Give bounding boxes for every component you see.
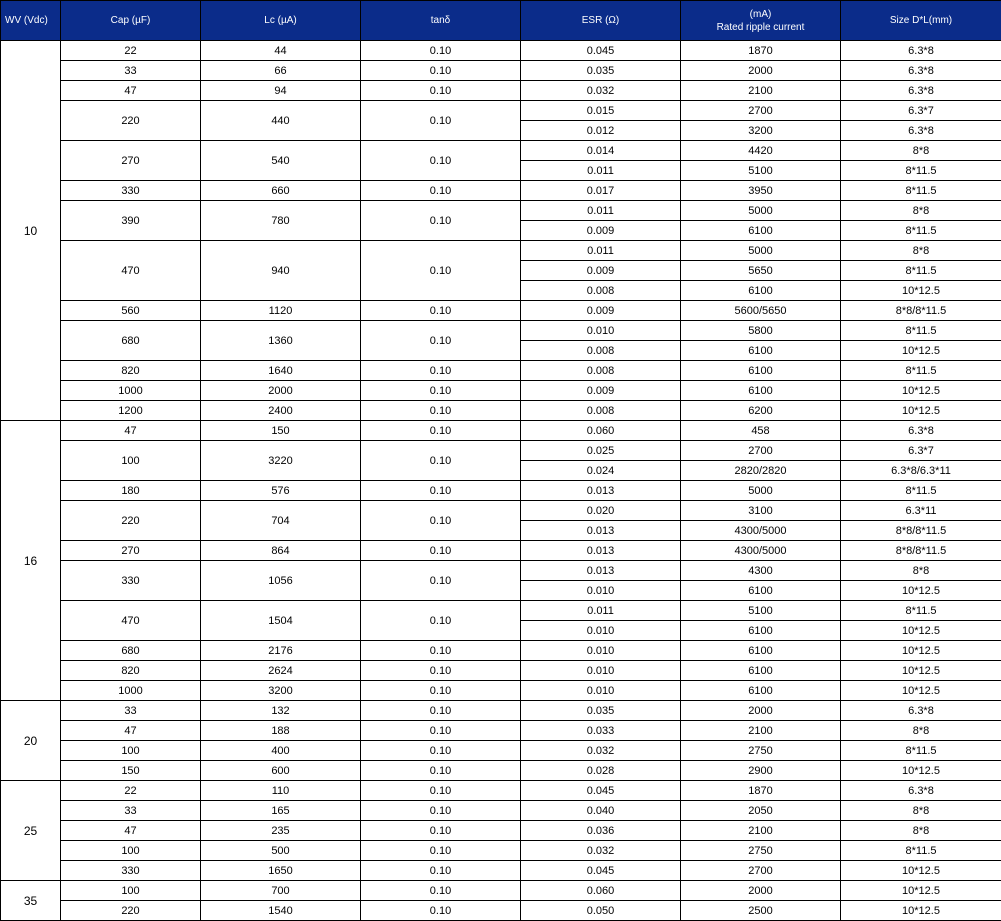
cap-cell: 330 [61, 181, 201, 201]
size-cell: 10*12.5 [841, 641, 1001, 661]
ripple-cell: 458 [681, 421, 841, 441]
table-row [1, 301, 1001, 321]
table-row [1, 601, 1001, 621]
table-row [1, 501, 1001, 521]
lc-cell: 94 [201, 81, 361, 101]
esr-cell: 0.024 [521, 461, 681, 481]
ripple-cell: 6100 [681, 361, 841, 381]
esr-cell: 0.035 [521, 61, 681, 81]
tan-cell: 0.10 [361, 381, 521, 401]
esr-cell: 0.035 [521, 701, 681, 721]
lc-cell: 576 [201, 481, 361, 501]
table-header [1, 1, 1001, 41]
size-cell: 8*8 [841, 721, 1001, 741]
cap-cell: 220 [61, 101, 201, 141]
table-row [1, 641, 1001, 661]
lc-cell: 44 [201, 41, 361, 61]
ripple-cell: 2100 [681, 721, 841, 741]
cap-cell: 330 [61, 561, 201, 601]
lc-cell: 600 [201, 761, 361, 781]
table-row [1, 481, 1001, 501]
size-cell: 8*11.5 [841, 261, 1001, 281]
ripple-cell: 6100 [681, 681, 841, 701]
cap-cell: 330 [61, 861, 201, 881]
table-row [1, 661, 1001, 681]
tan-cell: 0.10 [361, 181, 521, 201]
tan-cell: 0.10 [361, 701, 521, 721]
size-cell: 8*8 [841, 561, 1001, 581]
tan-cell: 0.10 [361, 201, 521, 241]
lc-cell: 1640 [201, 361, 361, 381]
esr-cell: 0.009 [521, 221, 681, 241]
esr-cell: 0.011 [521, 161, 681, 181]
header-row [1, 1, 1001, 41]
size-cell: 8*11.5 [841, 221, 1001, 241]
tan-cell: 0.10 [361, 781, 521, 801]
cap-cell: 22 [61, 41, 201, 61]
esr-cell: 0.011 [521, 201, 681, 221]
wv-cell: 20 [1, 701, 61, 781]
cap-cell: 150 [61, 761, 201, 781]
esr-cell: 0.028 [521, 761, 681, 781]
size-cell: 6.3*7 [841, 101, 1001, 121]
header-lc: Lc (µA) [201, 1, 361, 41]
tan-cell: 0.10 [361, 741, 521, 761]
size-cell: 6.3*8 [841, 421, 1001, 441]
lc-cell: 1056 [201, 561, 361, 601]
size-cell: 10*12.5 [841, 901, 1001, 921]
esr-cell: 0.015 [521, 101, 681, 121]
esr-cell: 0.013 [521, 561, 681, 581]
lc-cell: 660 [201, 181, 361, 201]
esr-cell: 0.009 [521, 381, 681, 401]
lc-cell: 1540 [201, 901, 361, 921]
table-row [1, 841, 1001, 861]
table-row [1, 41, 1001, 61]
ripple-cell: 1870 [681, 41, 841, 61]
esr-cell: 0.045 [521, 861, 681, 881]
tan-cell: 0.10 [361, 481, 521, 501]
tan-cell: 0.10 [361, 61, 521, 81]
wv-cell: 16 [1, 421, 61, 701]
lc-cell: 440 [201, 101, 361, 141]
size-cell: 10*12.5 [841, 761, 1001, 781]
ripple-cell: 2100 [681, 81, 841, 101]
ripple-cell: 5000 [681, 481, 841, 501]
size-cell: 10*12.5 [841, 661, 1001, 681]
cap-cell: 47 [61, 421, 201, 441]
size-cell: 10*12.5 [841, 881, 1001, 901]
size-cell: 6.3*8 [841, 81, 1001, 101]
cap-cell: 390 [61, 201, 201, 241]
ripple-cell: 6100 [681, 621, 841, 641]
tan-cell: 0.10 [361, 501, 521, 541]
ripple-cell: 5000 [681, 241, 841, 261]
ripple-cell: 3100 [681, 501, 841, 521]
lc-cell: 940 [201, 241, 361, 301]
tan-cell: 0.10 [361, 881, 521, 901]
esr-cell: 0.033 [521, 721, 681, 741]
cap-cell: 22 [61, 781, 201, 801]
lc-cell: 235 [201, 821, 361, 841]
size-cell: 8*8/8*11.5 [841, 521, 1001, 541]
table-row [1, 61, 1001, 81]
tan-cell: 0.10 [361, 541, 521, 561]
ripple-cell: 2700 [681, 861, 841, 881]
ripple-cell: 2100 [681, 821, 841, 841]
lc-cell: 3220 [201, 441, 361, 481]
table-row [1, 241, 1001, 261]
table-row [1, 101, 1001, 121]
size-cell: 8*11.5 [841, 181, 1001, 201]
esr-cell: 0.010 [521, 641, 681, 661]
cap-cell: 1200 [61, 401, 201, 421]
table-row [1, 881, 1001, 901]
size-cell: 8*8/8*11.5 [841, 301, 1001, 321]
cap-cell: 470 [61, 601, 201, 641]
size-cell: 8*11.5 [841, 841, 1001, 861]
ripple-cell: 4300 [681, 561, 841, 581]
ripple-cell: 2000 [681, 61, 841, 81]
esr-cell: 0.032 [521, 81, 681, 101]
esr-cell: 0.060 [521, 421, 681, 441]
cap-cell: 220 [61, 501, 201, 541]
size-cell: 8*11.5 [841, 741, 1001, 761]
tan-cell: 0.10 [361, 41, 521, 61]
esr-cell: 0.013 [521, 541, 681, 561]
esr-cell: 0.008 [521, 361, 681, 381]
lc-cell: 110 [201, 781, 361, 801]
ripple-cell: 2750 [681, 841, 841, 861]
ripple-cell: 2700 [681, 441, 841, 461]
tan-cell: 0.10 [361, 321, 521, 361]
header-wv: WV (Vdc) [1, 1, 61, 41]
size-cell: 8*8 [841, 801, 1001, 821]
cap-cell: 680 [61, 641, 201, 661]
size-cell: 6.3*8 [841, 61, 1001, 81]
wv-cell: 10 [1, 41, 61, 421]
tan-cell: 0.10 [361, 761, 521, 781]
wv-cell: 25 [1, 781, 61, 881]
lc-cell: 1120 [201, 301, 361, 321]
ripple-cell: 5800 [681, 321, 841, 341]
size-cell: 10*12.5 [841, 681, 1001, 701]
esr-cell: 0.045 [521, 41, 681, 61]
ripple-cell: 3950 [681, 181, 841, 201]
table-row [1, 561, 1001, 581]
lc-cell: 188 [201, 721, 361, 741]
tan-cell: 0.10 [361, 101, 521, 141]
ripple-cell: 6200 [681, 401, 841, 421]
header-ripple-unit: (mA) [749, 8, 772, 20]
ripple-cell: 3200 [681, 121, 841, 141]
cap-cell: 270 [61, 541, 201, 561]
esr-cell: 0.010 [521, 581, 681, 601]
tan-cell: 0.10 [361, 421, 521, 441]
esr-cell: 0.060 [521, 881, 681, 901]
ripple-cell: 5600/5650 [681, 301, 841, 321]
header-esr: ESR (Ω) [521, 1, 681, 41]
ripple-cell: 6100 [681, 281, 841, 301]
size-cell: 8*11.5 [841, 321, 1001, 341]
ripple-cell: 6100 [681, 641, 841, 661]
lc-cell: 1360 [201, 321, 361, 361]
lc-cell: 864 [201, 541, 361, 561]
size-cell: 8*11.5 [841, 161, 1001, 181]
tan-cell: 0.10 [361, 441, 521, 481]
size-cell: 6.3*11 [841, 501, 1001, 521]
tan-cell: 0.10 [361, 81, 521, 101]
header-ripple-label: Rated ripple current [716, 21, 805, 33]
esr-cell: 0.008 [521, 281, 681, 301]
size-cell: 8*8 [841, 141, 1001, 161]
cap-cell: 47 [61, 821, 201, 841]
esr-cell: 0.045 [521, 781, 681, 801]
table-row [1, 701, 1001, 721]
cap-cell: 270 [61, 141, 201, 181]
tan-cell: 0.10 [361, 801, 521, 821]
cap-cell: 33 [61, 801, 201, 821]
esr-cell: 0.017 [521, 181, 681, 201]
ripple-cell: 2000 [681, 701, 841, 721]
cap-cell: 47 [61, 81, 201, 101]
tan-cell: 0.10 [361, 641, 521, 661]
ripple-cell: 2820/2820 [681, 461, 841, 481]
size-cell: 6.3*8/6.3*11 [841, 461, 1001, 481]
tan-cell: 0.10 [361, 301, 521, 321]
cap-cell: 820 [61, 361, 201, 381]
esr-cell: 0.010 [521, 661, 681, 681]
tan-cell: 0.10 [361, 861, 521, 881]
esr-cell: 0.036 [521, 821, 681, 841]
cap-cell: 560 [61, 301, 201, 321]
esr-cell: 0.040 [521, 801, 681, 821]
ripple-cell: 6100 [681, 221, 841, 241]
table-row [1, 361, 1001, 381]
lc-cell: 132 [201, 701, 361, 721]
tan-cell: 0.10 [361, 241, 521, 301]
cap-cell: 180 [61, 481, 201, 501]
cap-cell: 100 [61, 441, 201, 481]
header-tan: tanδ [361, 1, 521, 41]
lc-cell: 780 [201, 201, 361, 241]
table-row [1, 821, 1001, 841]
cap-cell: 100 [61, 841, 201, 861]
tan-cell: 0.10 [361, 141, 521, 181]
ripple-cell: 5100 [681, 161, 841, 181]
cap-cell: 100 [61, 881, 201, 901]
table-row [1, 901, 1001, 921]
lc-cell: 2000 [201, 381, 361, 401]
table-row [1, 761, 1001, 781]
cap-cell: 33 [61, 701, 201, 721]
esr-cell: 0.009 [521, 301, 681, 321]
tan-cell: 0.10 [361, 601, 521, 641]
tan-cell: 0.10 [361, 721, 521, 741]
esr-cell: 0.014 [521, 141, 681, 161]
lc-cell: 165 [201, 801, 361, 821]
size-cell: 6.3*7 [841, 441, 1001, 461]
header-ripple [681, 1, 841, 41]
size-cell: 6.3*8 [841, 121, 1001, 141]
size-cell: 10*12.5 [841, 381, 1001, 401]
table-row [1, 721, 1001, 741]
esr-cell: 0.011 [521, 241, 681, 261]
ripple-cell: 6100 [681, 381, 841, 401]
lc-cell: 2624 [201, 661, 361, 681]
table-row [1, 181, 1001, 201]
ripple-cell: 2000 [681, 881, 841, 901]
lc-cell: 704 [201, 501, 361, 541]
lc-cell: 3200 [201, 681, 361, 701]
tan-cell: 0.10 [361, 361, 521, 381]
ripple-cell: 6100 [681, 661, 841, 681]
tan-cell: 0.10 [361, 901, 521, 921]
cap-cell: 470 [61, 241, 201, 301]
table-row [1, 781, 1001, 801]
size-cell: 10*12.5 [841, 281, 1001, 301]
esr-cell: 0.010 [521, 321, 681, 341]
esr-cell: 0.009 [521, 261, 681, 281]
table-body [1, 41, 1001, 921]
ripple-cell: 1870 [681, 781, 841, 801]
size-cell: 10*12.5 [841, 621, 1001, 641]
ripple-cell: 2900 [681, 761, 841, 781]
lc-cell: 150 [201, 421, 361, 441]
tan-cell: 0.10 [361, 561, 521, 601]
header-cap: Cap (µF) [61, 1, 201, 41]
table-row [1, 321, 1001, 341]
cap-cell: 1000 [61, 381, 201, 401]
wv-cell: 35 [1, 881, 61, 921]
esr-cell: 0.050 [521, 901, 681, 921]
table-row [1, 141, 1001, 161]
ripple-cell: 5650 [681, 261, 841, 281]
table-row [1, 381, 1001, 401]
cap-cell: 220 [61, 901, 201, 921]
table-row [1, 421, 1001, 441]
cap-cell: 33 [61, 61, 201, 81]
esr-cell: 0.013 [521, 481, 681, 501]
ripple-cell: 4420 [681, 141, 841, 161]
esr-cell: 0.025 [521, 441, 681, 461]
cap-cell: 820 [61, 661, 201, 681]
table-row [1, 81, 1001, 101]
size-cell: 8*8 [841, 201, 1001, 221]
size-cell: 8*11.5 [841, 481, 1001, 501]
lc-cell: 2176 [201, 641, 361, 661]
ripple-cell: 2500 [681, 901, 841, 921]
table-row [1, 441, 1001, 461]
cap-cell: 680 [61, 321, 201, 361]
table-row [1, 741, 1001, 761]
table-row [1, 681, 1001, 701]
ripple-cell: 5000 [681, 201, 841, 221]
lc-cell: 2400 [201, 401, 361, 421]
lc-cell: 500 [201, 841, 361, 861]
tan-cell: 0.10 [361, 841, 521, 861]
esr-cell: 0.008 [521, 401, 681, 421]
lc-cell: 66 [201, 61, 361, 81]
esr-cell: 0.012 [521, 121, 681, 141]
esr-cell: 0.020 [521, 501, 681, 521]
tan-cell: 0.10 [361, 821, 521, 841]
size-cell: 8*8 [841, 821, 1001, 841]
lc-cell: 700 [201, 881, 361, 901]
size-cell: 8*11.5 [841, 361, 1001, 381]
esr-cell: 0.032 [521, 741, 681, 761]
table-row [1, 541, 1001, 561]
ripple-cell: 2700 [681, 101, 841, 121]
ripple-cell: 4300/5000 [681, 521, 841, 541]
table-row [1, 401, 1001, 421]
esr-cell: 0.010 [521, 681, 681, 701]
table-row [1, 861, 1001, 881]
table-row [1, 201, 1001, 221]
table-row [1, 801, 1001, 821]
cap-cell: 47 [61, 721, 201, 741]
esr-cell: 0.032 [521, 841, 681, 861]
lc-cell: 400 [201, 741, 361, 761]
lc-cell: 1504 [201, 601, 361, 641]
cap-cell: 100 [61, 741, 201, 761]
lc-cell: 540 [201, 141, 361, 181]
ripple-cell: 5100 [681, 601, 841, 621]
size-cell: 8*11.5 [841, 601, 1001, 621]
esr-cell: 0.011 [521, 601, 681, 621]
size-cell: 10*12.5 [841, 861, 1001, 881]
esr-cell: 0.010 [521, 621, 681, 641]
ripple-cell: 6100 [681, 341, 841, 361]
size-cell: 6.3*8 [841, 701, 1001, 721]
size-cell: 6.3*8 [841, 781, 1001, 801]
cap-cell: 1000 [61, 681, 201, 701]
lc-cell: 1650 [201, 861, 361, 881]
size-cell: 8*8 [841, 241, 1001, 261]
size-cell: 6.3*8 [841, 41, 1001, 61]
ripple-cell: 6100 [681, 581, 841, 601]
size-cell: 10*12.5 [841, 581, 1001, 601]
tan-cell: 0.10 [361, 661, 521, 681]
tan-cell: 0.10 [361, 401, 521, 421]
ripple-cell: 2050 [681, 801, 841, 821]
ripple-cell: 4300/5000 [681, 541, 841, 561]
size-cell: 10*12.5 [841, 341, 1001, 361]
size-cell: 8*8/8*11.5 [841, 541, 1001, 561]
header-size: Size D*L(mm) [841, 1, 1001, 41]
ripple-cell: 2750 [681, 741, 841, 761]
size-cell: 10*12.5 [841, 401, 1001, 421]
tan-cell: 0.10 [361, 681, 521, 701]
esr-cell: 0.008 [521, 341, 681, 361]
esr-cell: 0.013 [521, 521, 681, 541]
